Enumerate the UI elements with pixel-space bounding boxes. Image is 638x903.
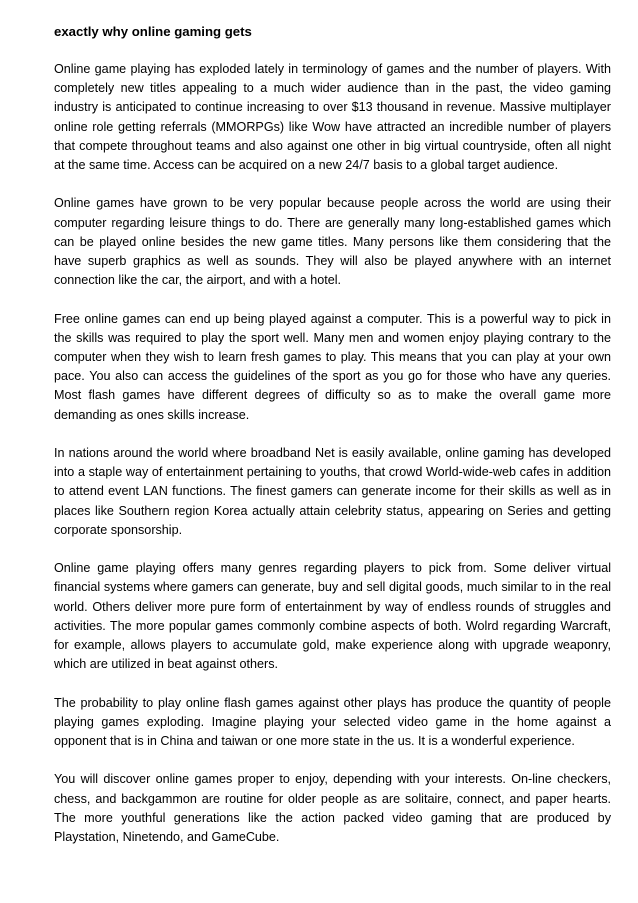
- paragraph-5: Online game playing offers many genres regarding players to pick from. Some deliver virtual financial systems where gamers can generate, buy and sell digital goods, much similar to in the real world. Others deliver more pure form of entertainment by way of endless rounds of struggles and activities. The more popular games commonly combine aspects of both. Wolrd regarding Warcraft, for example, allows players to accumulate gold, make experience along with upgrade weaponry, which are utilized in beat against others.: [54, 561, 611, 672]
- paragraph-7: You will discover online games proper to enjoy, depending with your interests. On-line checkers, chess, and backgammon are routine for older people as are solitaire, connect, and paper hearts. The more youthful generations like the action packed video gaming that are produced by Playstation, Ninetendo, and GameCube.: [54, 772, 611, 845]
- document-title: exactly why online gaming gets: [54, 24, 252, 39]
- paragraph-2: Online games have grown to be very popular because people across the world are using their computer regarding leisure things to do. There are generally many long-established games which can be played online besides the new game titles. Many persons like them considering that the have superb graphics as well as sounds. They will also be played anywhere with an internet connection like the car, the airport, and with a hotel.: [54, 196, 611, 288]
- paragraph-4: In nations around the world where broadband Net is easily available, online gaming has developed into a staple way of entertainment pertaining to youths, that crowd World-wide-web cafes in addition to attend event LAN functions. The finest gamers can generate income for their skills as well as in places like Southern region Korea actually attain celebrity status, appearing on Series and getting corporate sponsorship.: [54, 446, 611, 537]
- paragraph-1: Online game playing has exploded lately in terminology of games and the number of players. With completely new titles appealing to a much wider audience than in the past, the video gaming industry is anticipated to continue increasing to over $13 thousand in revenue. Massive multiplayer online role getting referrals (MMORPGs) like Wow have attracted an incredible number of players that compete throughout teams and also against one other in big virtual countryside, often all night at the same time. Access can be acquired on a new 24/7 basis to a global target audience.: [54, 62, 611, 173]
- paragraph-3: Free online games can end up being played against a computer. This is a powerful way to pick in the skills was required to play the sport well. Many men and women enjoy playing contrary to the computer when they wish to learn fresh games to play. This means that you can play at your own pace. You also can access the guidelines of the sport as you go for those who have any queries. Most flash games have different degrees of difficulty so as to make the overall game more demanding as ones skills increase.: [54, 311, 611, 422]
- paragraph-6: The probability to play online flash games against other plays has produce the quantity of people playing games exploding. Imagine playing your selected video game in the home against a opponent that is in China and taiwan or one more state in the us. It is a wonderful experience.: [54, 695, 611, 749]
